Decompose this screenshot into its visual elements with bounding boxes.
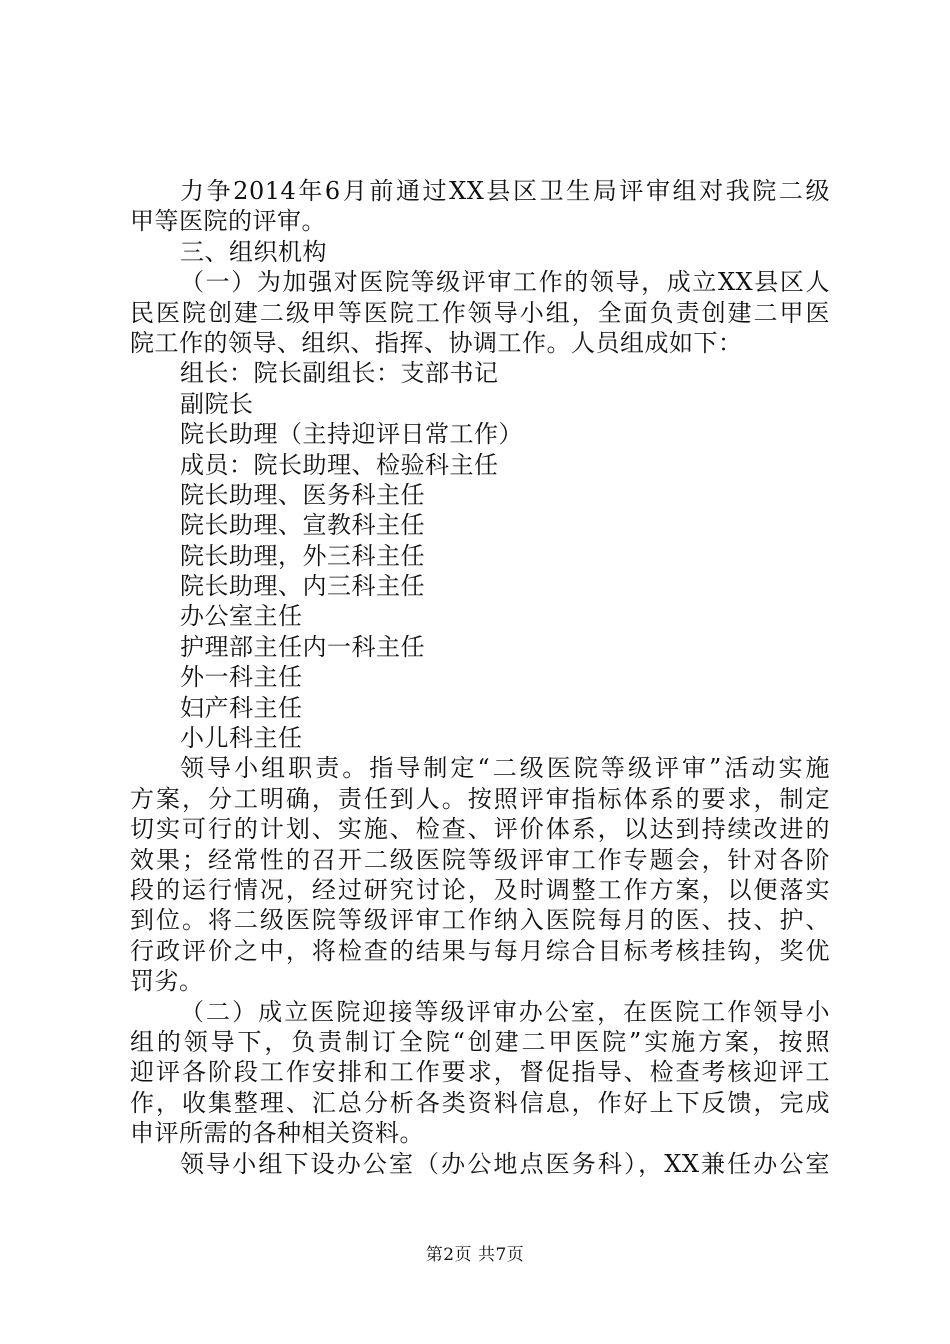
text-line: 三、组织机构 (180, 237, 327, 266)
document-body (130, 176, 830, 1179)
text-line: 院长助理（主持迎评日常工作） (180, 420, 523, 449)
text-line: 段的运行情况，经过研究讨论，及时调整工作方案，以便落实 (130, 875, 830, 904)
text-line: 办公室主任 (180, 602, 303, 631)
text-line: 领导小组下设办公室（办公地点医务科），XX兼任办公室 (180, 1149, 830, 1178)
text-line: 院长助理，外三科主任 (180, 541, 425, 570)
text-line: 到位。将二级医院等级评审工作纳入医院每月的医、技、护、 (130, 906, 830, 935)
text-line: 小儿科主任 (180, 724, 303, 753)
text-line: 作，收集整理、汇总分析各类资料信息，作好上下反馈，完成 (130, 1088, 830, 1117)
text-line: 领导小组职责。指导制定“二级医院等级评审”活动实施 (180, 754, 830, 783)
text-line: 院长助理、内三科主任 (180, 572, 425, 601)
text-line: 甲等医院的评审。 (130, 207, 326, 236)
text-line: 外一科主任 (180, 663, 303, 692)
text-line: 切实可行的计划、实施、检查、评价体系，以达到持续改进的 (130, 815, 830, 844)
text-line: 民医院创建二级甲等医院工作领导小组，全面负责创建二甲医 (130, 298, 830, 327)
text-line: （一）为加强对医院等级评审工作的领导，成立XX县区人 (180, 268, 830, 297)
text-line: 组长：院长副组长：支部书记 (180, 359, 499, 388)
text-line: 院工作的领导、组织、指挥、协调工作。人员组成如下： (130, 328, 743, 357)
text-line: 院长助理、医务科主任 (180, 480, 425, 509)
text-line: 效果；经常性的召开二级医院等级评审工作专题会，针对各阶 (130, 845, 830, 874)
text-line: 力争2014年6月前通过XX县区卫生局评审组对我院二级 (180, 177, 830, 205)
text-line: 迎评各阶段工作安排和工作要求，督促指导、检查考核迎评工 (130, 1058, 830, 1087)
text-line: 院长助理、宣教科主任 (180, 511, 425, 540)
page-footer: 第2页 共7页 (425, 1245, 525, 1265)
text-line: 组的领导下，负责制订全院“创建二甲医院”实施方案，按照 (130, 1027, 830, 1056)
text-line: 妇产科主任 (180, 693, 303, 722)
text-line: 方案，分工明确，责任到人。按照评审指标体系的要求，制定 (130, 784, 830, 813)
text-line: 罚劣。 (130, 967, 204, 996)
text-line: （二）成立医院迎接等级评审办公室，在医院工作领导小 (180, 997, 830, 1026)
text-line: 申评所需的各种相关资料。 (130, 1119, 424, 1148)
text-line: 副院长 (180, 389, 254, 418)
text-line: 护理部主任内一科主任 (180, 632, 425, 661)
text-line: 成员：院长助理、检验科主任 (180, 450, 499, 479)
text-line: 行政评价之中，将检查的结果与每月综合目标考核挂钩，奖优 (130, 936, 830, 965)
